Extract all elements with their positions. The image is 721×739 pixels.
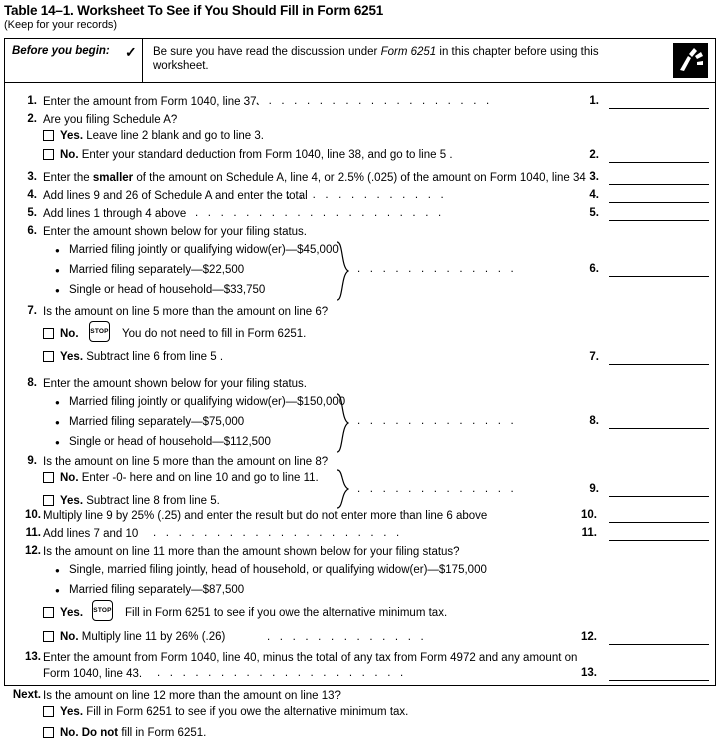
before-you-begin-text xyxy=(153,45,623,73)
line-9-brace xyxy=(335,469,351,509)
line-next-text: Is the amount on line 12 more than the amount on line 13? xyxy=(43,690,341,702)
line-9-yes-rest: Subtract line 8 from line 5. xyxy=(86,495,220,507)
line-13-dots: . . . . . . . . . . . . . . . . . . . . xyxy=(157,667,407,679)
line-6-answer-number: 6. xyxy=(589,263,599,275)
line-12-yes-label xyxy=(60,607,83,619)
line-6-bullet-2: ● Married filing separately—$22,500 xyxy=(55,263,244,277)
line-7-no-rest: You do not need to fill in Form 6251. xyxy=(122,328,307,340)
line-8-brace xyxy=(335,393,351,453)
line-12-yes-checkbox[interactable] xyxy=(43,607,54,618)
line-8-bullet-3: ● Single or head of household—$112,500 xyxy=(55,435,271,449)
line-12-no-label xyxy=(60,631,225,643)
line-2-no-bold: No. xyxy=(60,149,79,161)
page-subtitle: (Keep for your records) xyxy=(4,19,118,31)
line-3-number: 3. xyxy=(27,171,37,183)
line-7-yes-checkbox[interactable] xyxy=(43,351,54,362)
line-next-yes-checkbox[interactable] xyxy=(43,706,54,717)
line-7-yes-bold: Yes. xyxy=(60,351,84,363)
stop-sign-icon-1: STOP xyxy=(89,321,110,342)
line-6-answer-field[interactable] xyxy=(609,276,709,277)
line-6-text: Enter the amount shown below for your filing status. xyxy=(43,226,308,238)
line-7-answer-number: 7. xyxy=(589,351,599,363)
line-7-yes-label xyxy=(60,351,223,363)
line-next-yes-rest: Fill in Form 6251 to see if you owe the alternative minimum tax. xyxy=(86,706,409,718)
line-7-no-bold: No. xyxy=(60,328,79,340)
line-next-no-rest: fill in Form 6251. xyxy=(118,727,207,739)
line-4-answer-field[interactable] xyxy=(609,202,709,203)
line-7-answer-field[interactable] xyxy=(609,364,709,365)
line-4-number: 4. xyxy=(27,189,37,201)
worksheet-body xyxy=(5,83,715,739)
begin-text-part1: Be sure you have read the discussion under xyxy=(153,46,381,58)
line-7-no-label xyxy=(60,328,79,340)
line-9-yes-checkbox[interactable] xyxy=(43,495,54,506)
line-12-no-rest: Multiply line 11 by 26% (.26) xyxy=(81,631,226,643)
line-13-number: 13. xyxy=(25,651,41,663)
line-12-answer-field[interactable] xyxy=(609,644,709,645)
line-3-text-b: of the amount on Schedule A, line 4, or 2.5% (.025) of the amount on Form 1040, line 34 xyxy=(133,172,586,184)
line-3-text-a: Enter the xyxy=(43,172,93,184)
line-12-no-checkbox[interactable] xyxy=(43,631,54,642)
line-8-answer-field[interactable] xyxy=(609,428,709,429)
begin-text-italic: Form 6251 xyxy=(380,46,437,58)
line-4-text: Add lines 9 and 26 of Schedule A and enter the total xyxy=(43,190,308,202)
begin-text-part2: in this chapter before using this worksheet. xyxy=(153,46,599,72)
line-6-brace xyxy=(335,241,351,301)
pointing-hand-icon xyxy=(673,43,708,78)
line-2-answer-number: 2. xyxy=(589,149,599,161)
line-2-text: Are you filing Schedule A? xyxy=(43,114,178,126)
line-3-text xyxy=(43,171,586,185)
line-11-dots: . . . . . . . . . . . . . . . . . . . . xyxy=(153,527,403,539)
before-you-begin-band xyxy=(5,39,715,83)
line-12-bullet-2: ● Married filing separately—$87,500 xyxy=(55,583,244,597)
line-4-answer-number: 4. xyxy=(589,189,599,201)
line-7-yes-rest: Subtract line 6 from line 5 . xyxy=(86,351,224,363)
before-you-begin-label: Before you begin: xyxy=(12,45,110,57)
line-3-text-bold: smaller xyxy=(92,172,134,184)
line-9-no-rest: Enter -0- here and on line 10 and go to line 11. xyxy=(81,472,319,484)
line-3-answer-field[interactable] xyxy=(609,184,709,185)
line-12-bullet-1: ● Single, married filing jointly, head of household, or qualifying widow(er)—$175,000 xyxy=(55,563,487,577)
line-1-number: 1. xyxy=(27,95,37,107)
line-13-answer-number: 13. xyxy=(581,667,597,679)
line-2-yes-bold: Yes. xyxy=(60,130,84,142)
line-9-no-label xyxy=(60,472,319,484)
line-12-yes-rest: Fill in Form 6251 to see if you owe the alternative minimum tax. xyxy=(125,607,448,619)
line-12-no-bold: No. xyxy=(60,631,79,643)
line-9-no-bold: No. xyxy=(60,472,79,484)
line-11-number: 11. xyxy=(25,527,41,539)
line-10-answer-number: 10. xyxy=(581,509,597,521)
line-next-number: Next. xyxy=(12,689,41,701)
line-9-yes-label xyxy=(60,495,220,507)
line-1-answer-field[interactable] xyxy=(609,108,709,109)
line-9-no-checkbox[interactable] xyxy=(43,472,54,483)
line-12-number: 12. xyxy=(25,545,41,557)
line-11-text: Add lines 7 and 10 xyxy=(43,528,139,540)
line-3-answer-number: 3. xyxy=(589,171,599,183)
line-9-dots: . . . . . . . . . . . . . xyxy=(357,483,517,495)
check-mark-icon: ✓ xyxy=(125,44,137,60)
line-5-text: Add lines 1 through 4 above xyxy=(43,208,187,220)
line-1-dots: . . . . . . . . . . . . . . . . . . . . xyxy=(243,95,493,107)
stop-sign-icon-2: STOP xyxy=(92,600,113,621)
line-5-number: 5. xyxy=(27,207,37,219)
line-2-yes-checkbox[interactable] xyxy=(43,130,54,141)
line-1-answer-number: 1. xyxy=(589,95,599,107)
page-title: Table 14–1. Worksheet To See if You Should Fill in Form 6251 xyxy=(4,3,384,18)
line-12-yes-bold: Yes. xyxy=(60,607,84,619)
line-13-text-line2: Form 1040, line 43. xyxy=(43,668,143,680)
vertical-divider xyxy=(142,39,143,83)
line-5-answer-field[interactable] xyxy=(609,220,709,221)
line-12-text: Is the amount on line 11 more than the amount shown below for your filing status? xyxy=(43,546,460,558)
line-8-text: Enter the amount shown below for your filing status. xyxy=(43,378,308,390)
line-2-number: 2. xyxy=(27,113,37,125)
line-7-number: 7. xyxy=(27,305,37,317)
line-6-bullet-3: ● Single or head of household—$33,750 xyxy=(55,283,265,297)
line-2-yes-rest: Leave line 2 blank and go to line 3. xyxy=(86,130,264,142)
line-12-dots: . . . . . . . . . . . . . xyxy=(267,631,427,643)
line-8-bullet-2: ● Married filing separately—$75,000 xyxy=(55,415,244,429)
line-2-yes-label xyxy=(60,130,264,142)
line-7-no-checkbox[interactable] xyxy=(43,328,54,339)
line-5-dots: . . . . . . . . . . . . . . . . . . . . xyxy=(195,207,445,219)
worksheet-box xyxy=(4,38,716,739)
line-next-no-checkbox[interactable] xyxy=(43,727,54,738)
line-1-text: Enter the amount from Form 1040, line 37. xyxy=(43,96,260,108)
line-5-answer-number: 5. xyxy=(589,207,599,219)
line-8-number: 8. xyxy=(27,377,37,389)
line-10-answer-field[interactable] xyxy=(609,522,709,523)
line-7-text: Is the amount on line 5 more than the amount on line 6? xyxy=(43,306,329,318)
line-next-yes-bold: Yes. xyxy=(60,706,84,718)
line-2-no-rest: Enter your standard deduction from Form 1040, line 38, and go to line 5 . xyxy=(81,149,453,161)
line-9-answer-number: 9. xyxy=(589,483,599,495)
line-8-dots: . . . . . . . . . . . . . xyxy=(357,415,517,427)
line-9-yes-bold: Yes. xyxy=(60,495,84,507)
line-10-text: Multiply line 9 by 25% (.25) and enter the result but do not enter more than line 6 above xyxy=(43,510,488,522)
line-4-dots: . . . . . . . . . . . . . xyxy=(287,189,447,201)
line-6-bullet-1: ● Married filing jointly or qualifying widow(er)—$45,000 xyxy=(55,243,339,257)
line-2-answer-field[interactable] xyxy=(609,162,709,163)
line-9-text: Is the amount on line 5 more than the amount on line 8? xyxy=(43,456,329,468)
line-9-number: 9. xyxy=(27,455,37,467)
line-8-bullet-1: ● Married filing jointly or qualifying widow(er)—$150,000 xyxy=(55,395,345,409)
line-6-dots: . . . . . . . . . . . . . xyxy=(357,263,517,275)
line-next-no-bold: No. Do not xyxy=(60,727,119,739)
line-8-answer-number: 8. xyxy=(589,415,599,427)
line-13-answer-field[interactable] xyxy=(609,680,709,681)
line-11-answer-number: 11. xyxy=(581,527,597,539)
line-13-text-line1: Enter the amount from Form 1040, line 40, minus the total of any tax from Form 4972 and any amount on xyxy=(43,652,578,664)
line-11-answer-field[interactable] xyxy=(609,540,709,541)
line-9-answer-field[interactable] xyxy=(609,496,709,497)
line-6-number: 6. xyxy=(27,225,37,237)
line-next-yes-label xyxy=(60,706,408,718)
line-12-answer-number: 12. xyxy=(581,631,597,643)
line-next-no-label xyxy=(60,727,206,739)
line-2-no-checkbox[interactable] xyxy=(43,149,54,160)
line-2-no-label xyxy=(60,149,453,161)
line-10-number: 10. xyxy=(25,509,41,521)
